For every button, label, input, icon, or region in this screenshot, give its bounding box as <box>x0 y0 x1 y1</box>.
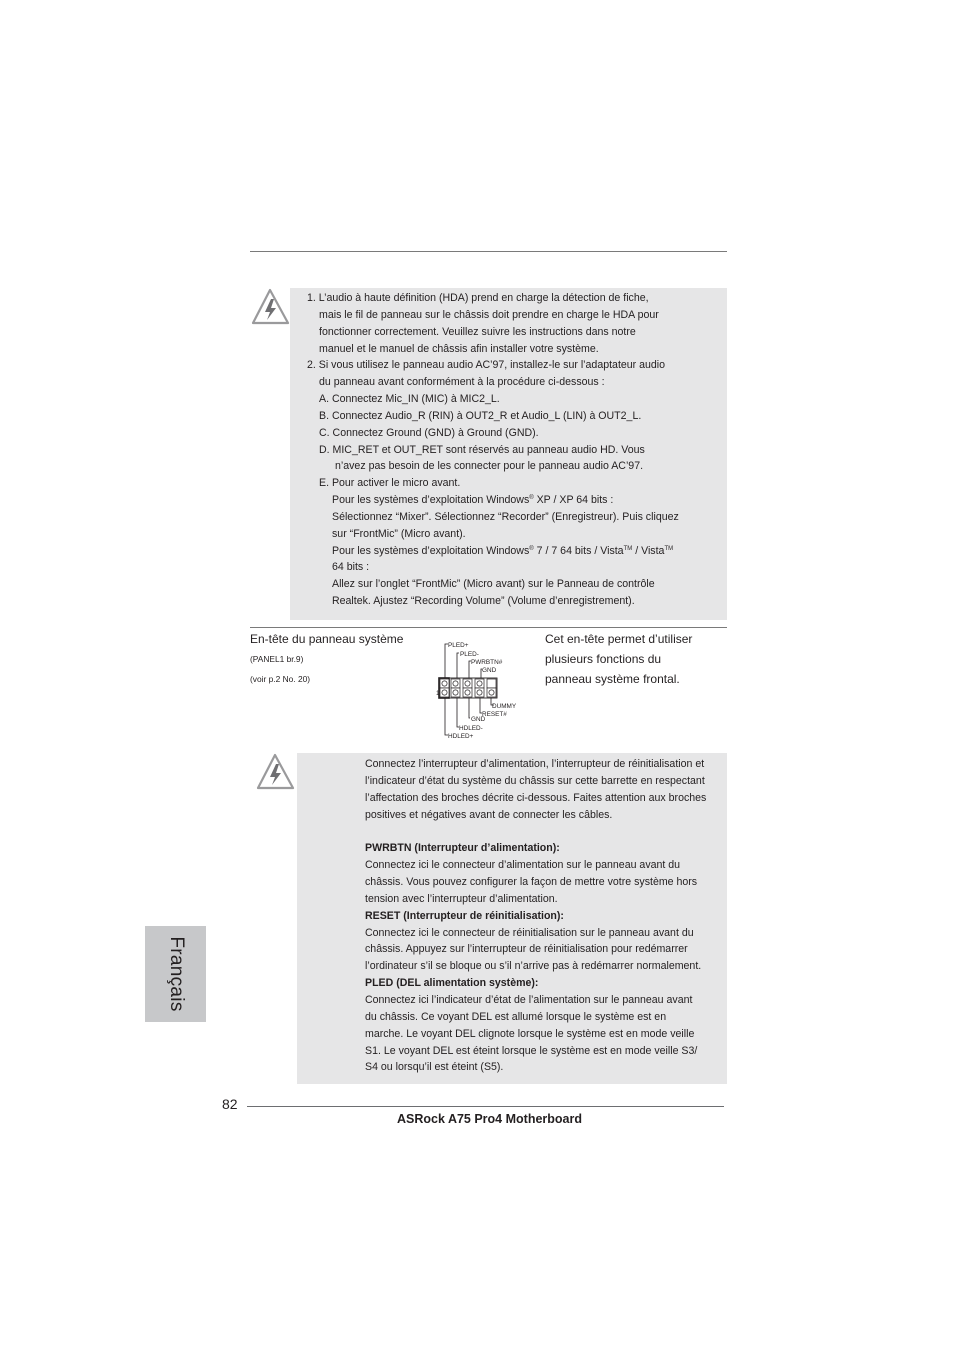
header-description-line: plusieurs fonctions du <box>545 652 662 666</box>
language-side-tab <box>145 926 206 1022</box>
audio-note-line: du panneau avant conformément à la procédure ci-dessous : <box>319 376 605 388</box>
panel-note-line: Connectez ici le connecteur de réinitialisation sur le panneau avant du <box>365 927 694 939</box>
trademark-mark: TM <box>664 546 674 552</box>
pin-one-label: 1 <box>436 690 440 697</box>
panel-note-line: Connectez ici l’indicateur d’état de l’alimentation sur le panneau avant <box>365 994 693 1006</box>
header-title: En-tête du panneau système <box>250 632 404 646</box>
pin-label-hdled-plus: HDLED+ <box>448 733 474 740</box>
audio-note-line: Allez sur l’onglet “FrontMic” (Micro avant) sur le Panneau de contrôle <box>332 578 655 590</box>
xp-line-text: Pour les systèmes d’exploitation Windows <box>332 494 530 506</box>
pin-label-dummy: DUMMY <box>492 703 517 710</box>
header-ref-panel: (PANEL1 br.9) <box>250 654 304 664</box>
audio-note-line: n’avez pas besoin de les connecter pour le panneau audio AC’97. <box>335 460 644 472</box>
pin-cells <box>440 679 496 697</box>
header-description-line: Cet en-tête permet d’utiliser <box>545 632 693 646</box>
reset-heading: RESET (Interrupteur de réinitialisation): <box>365 910 564 922</box>
audio-note-line: C. Connectez Ground (GND) à Ground (GND). <box>319 427 539 439</box>
panel-note-line: l’indicateur d’état du système du châssis sur cette barrette en respectant <box>365 775 705 787</box>
pwrbtn-heading: PWRBTN (Interrupteur d’alimentation): <box>365 842 560 854</box>
warning-lightning-icon <box>250 287 292 327</box>
top-divider <box>250 251 727 252</box>
panel-note-line: du châssis. Ce voyant DEL est allumé lorsque le système est en <box>365 1011 667 1023</box>
panel-note-line: châssis. Vous pouvez configurer la façon de mettre votre système hors <box>365 876 698 888</box>
audio-note-line: E. Pour activer le micro avant. <box>319 477 461 489</box>
panel-header-pin-diagram <box>436 638 522 740</box>
header-ref-page: (voir p.2 No. 20) <box>250 674 311 684</box>
xp-line-text: XP / XP 64 bits : <box>533 494 614 506</box>
pin-label-pled-plus: PLED+ <box>448 642 469 649</box>
vista-line-text: 7 / 7 64 bits / Vista <box>533 545 624 557</box>
panel-note-line: S1. Le voyant DEL est éteint lorsque le système est en mode veille S3/ <box>365 1045 698 1057</box>
footer-product-title: ASRock A75 Pro4 Motherboard <box>397 1112 582 1126</box>
header-description-line: panneau système frontal. <box>545 672 680 686</box>
language-label: Français <box>165 936 187 1012</box>
page-number: 82 <box>222 1096 238 1112</box>
panel-note-line: Connectez ici le connecteur d’alimentation sur le panneau avant du <box>365 859 681 871</box>
warning-lightning-icon <box>255 752 297 792</box>
audio-note-line: 1. L’audio à haute définition (HDA) prend en charge la détection de fiche, <box>307 292 649 304</box>
pin-label-hdled-minus: HDLED- <box>459 725 483 732</box>
audio-note-line: manuel et le manuel de châssis afin installer votre système. <box>319 343 599 355</box>
panel-note-line: châssis. Appuyez sur l’interrupteur de réinitialisation pour redémarrer <box>365 943 688 955</box>
audio-note-line: mais le fil de panneau sur le châssis doit prendre en charge le HDA pour <box>319 309 659 321</box>
panel-note-line: l’affectation des broches décrite ci-dessous. Faites attention aux broches <box>365 792 707 804</box>
registered-mark: ® <box>529 546 534 552</box>
panel-note-line: positives et négatives avant de connecter les câbles. <box>365 809 613 821</box>
audio-note-line: 64 bits : <box>332 561 370 573</box>
audio-note-vista-line <box>332 544 673 558</box>
pin-label-pled-minus: PLED- <box>460 651 479 658</box>
audio-note-line: D. MIC_RET et OUT_RET sont réservés au panneau audio HD. Vous <box>319 444 645 456</box>
panel-note-line: tension avec l’interrupteur d’alimentation. <box>365 893 558 905</box>
panel-note-line: l’ordinateur s’il se bloque ou s’il n’arrive pas à redémarrer normalement. <box>365 960 702 972</box>
vista-line-text: / Vista <box>632 545 665 557</box>
audio-note-xp-line <box>332 493 613 507</box>
pled-heading: PLED (DEL alimentation système): <box>365 977 539 989</box>
audio-note-line: sur “FrontMic” (Micro avant). <box>332 528 466 540</box>
audio-note-line: fonctionner correctement. Veuillez suivre les instructions dans notre <box>319 326 636 338</box>
trademark-mark: TM <box>623 546 633 552</box>
panel-note-line: Connectez l’interrupteur d’alimentation, l’interrupteur de réinitialisation et <box>365 758 705 770</box>
vista-line-text: Pour les systèmes d’exploitation Windows <box>332 545 530 557</box>
registered-mark: ® <box>529 495 534 501</box>
pin-label-gnd-top: GND <box>482 667 497 674</box>
section-divider <box>250 627 727 628</box>
audio-note-line: B. Connectez Audio_R (RIN) à OUT2_R et Audio_L (LIN) à OUT2_L. <box>319 410 642 422</box>
audio-note-line: Sélectionnez “Mixer”. Sélectionnez “Recorder” (Enregistreur). Puis cliquez <box>332 511 679 523</box>
pin-label-gnd-bottom: GND <box>471 716 486 723</box>
pin-label-reset: RESET# <box>482 711 507 718</box>
audio-note-line: Realtek. Ajustez “Recording Volume” (Volume d’enregistrement). <box>332 595 635 607</box>
panel-note-line: marche. Le voyant DEL clignote lorsque le système est en mode veille <box>365 1028 695 1040</box>
pin-label-pwrbtn: PWRBTN# <box>471 659 503 666</box>
audio-note-line: 2. Si vous utilisez le panneau audio AC’97, installez-le sur l’adaptateur audio <box>307 359 666 371</box>
footer-divider <box>247 1106 724 1107</box>
panel-note-line: S4 ou lorsqu’il est éteint (S5). <box>365 1061 504 1073</box>
audio-note-line: A. Connectez Mic_IN (MIC) à MIC2_L. <box>319 393 500 405</box>
